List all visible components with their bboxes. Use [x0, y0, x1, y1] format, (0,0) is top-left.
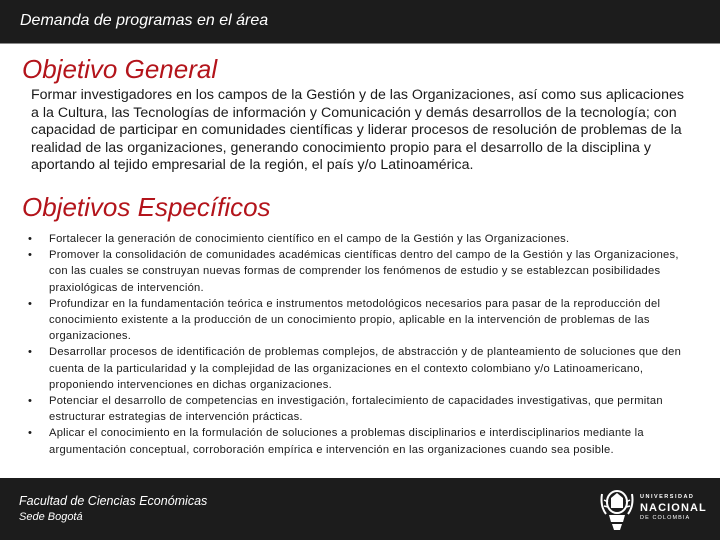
- list-item: [28, 296, 684, 345]
- bullet-icon: •: [28, 427, 33, 440]
- list-item: [28, 231, 684, 247]
- list-item: [28, 247, 684, 296]
- bullet-icon: •: [28, 297, 33, 310]
- bullet-icon: •: [28, 249, 33, 262]
- slide-title: Demanda de programas en el área: [20, 12, 269, 29]
- list-item: [28, 425, 684, 457]
- specific-objectives-heading: Objetivos Específicos: [22, 192, 271, 222]
- university-seal-icon: [598, 484, 636, 534]
- university-logo: [598, 484, 716, 534]
- bullet-icon: •: [28, 233, 33, 245]
- header-bar: [0, 0, 720, 44]
- campus-name: Sede Bogotá: [19, 511, 83, 523]
- specific-objectives-list: [28, 231, 684, 458]
- list-item-text: Potenciar el desarrollo de competencias en investigación, fortalecimiento de capacidades investigativas, que permitan estructurar estrategias de intervención prácticas.: [49, 395, 663, 424]
- bullet-icon: •: [28, 395, 33, 408]
- faculty-name: Facultad de Ciencias Económicas: [19, 494, 208, 508]
- logo-line-2: NACIONAL: [640, 502, 707, 514]
- list-item-text: Profundizar en la fundamentación teórica e instrumentos metodológicos necesarios para pasar de la reproducción del conocimiento existente a la producción de un conocimiento propio, aplicable en la intervención de problemas de las organizaciones.: [49, 297, 661, 343]
- general-objective-text: Formar investigadores en los campos de la Gestión y de las Organizaciones, así como sus aplicaciones a la Cultura, las Tecnologías de información y Comunicación y demás desarrollos de la tecnología; con capacidad de participar en comunidades científicas y liderar procesos de resolución de problemas de la realidad de las organizaciones, generando conocimiento propio para el desarrollo de la disciplina y aportando al tejido empresarial de la región, el país y/o Latinoamérica.: [31, 87, 684, 173]
- list-item-text: Aplicar el conocimiento en la formulación de soluciones a problemas disciplinarios e interdisciplinarios mediante la argumentación conceptual, corroboración empírica e intervención en las organizaciones cuando sea posible.: [49, 427, 644, 456]
- logo-line-1: UNIVERSIDAD: [640, 494, 695, 500]
- list-item-text: Fortalecer la generación de conocimiento científico en el campo de la Gestión y las Organizaciones.: [49, 233, 570, 245]
- footer-bar: [0, 478, 720, 540]
- general-objective-heading: Objetivo General: [22, 54, 218, 84]
- list-item: [28, 393, 684, 425]
- bullet-icon: •: [28, 346, 33, 359]
- logo-line-3: DE COLOMBIA: [640, 515, 691, 521]
- list-item-text: Desarrollar procesos de identificación de problemas complejos, de abstracción y de planteamiento de soluciones que den cuenta de la particularidad y la complejidad de las organizaciones en el contexto colombiano y/o Latinoamericano, proponiendo intervenciones en dichas organizaciones.: [49, 346, 682, 391]
- list-item-text: Promover la consolidación de comunidades académicas científicas dentro del campo de la Gestión y las Organizaciones, con las cuales se construyan nuevas formas de comprender los fenómenos de estudio y se establezcan posibilidades praxiológicas de intervención.: [49, 249, 679, 294]
- list-item: [28, 344, 684, 393]
